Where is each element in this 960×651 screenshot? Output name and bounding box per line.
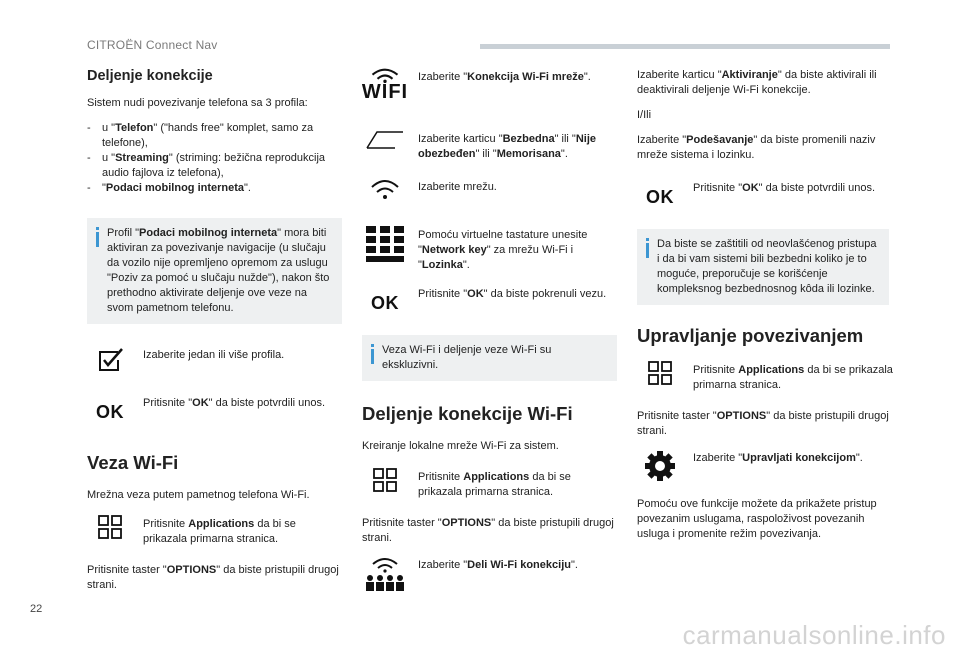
heading-connection-sharing: Deljenje konekcije [87,68,213,84]
options-text: Pritisnite taster "OPTIONS" da biste pristupili drugoj strani. [637,410,889,437]
ok-icon: OK [646,187,674,207]
ok-icon: OK [96,402,124,422]
column-2 [362,68,617,604]
page-number: 22 [30,603,43,615]
profile-list [87,121,342,196]
step-ok: OK Pritisnite "OK" da biste potvrdili unos. [87,394,342,430]
step-applications: Pritisnite Applications da bi se prikazala primarna stranica. [87,515,342,551]
step-select-network: Izaberite mrežu. [362,178,617,214]
step-ok: OK Pritisnite "OK" da biste potvrdili unos. [637,179,897,215]
info-note: Da biste se zaštitili od neovlašćenog pristupa i da bi vam sistemi bili bezbedni koliko je to moguće, preporučuje se korišćenje kompleksnog bezbednosnog kôda ili lozinke. [637,229,889,305]
heading-wifi: Veza Wi-Fi [87,452,179,473]
info-note: Profil "Podaci mobilnog interneta" mora biti aktiviran za povezivanje navigacije (u slučaju da vozilo nije opremljeno opremom za uslugu "Poziv za pomoć u slučaju nužde"), nakon što prethodno aktivirate deljenje ove veze na svom pametnom telefonu. [87,218,342,324]
checkbox-edit-icon [87,346,133,382]
watermark: carmanualsonline.info [682,620,946,650]
sharing-intro: Kreiranje lokalne mreže Wi-Fi za sistem. [362,440,559,452]
applications-grid-icon [362,468,408,504]
header-bar [480,44,890,49]
or-text: I/Ili [637,109,652,121]
header-title: CITROËN Connect Nav [87,38,218,52]
wifi-intro: Mrežna veza putem pametnog telefona Wi-Fi. [87,489,310,501]
options-text: Pritisnite taster "OPTIONS" da biste pristupili drugoj strani. [87,564,339,591]
step-wifi-network: WIFI Izaberite "Konekcija Wi-Fi mreže". [362,68,617,118]
tab-selection-icon [362,130,408,166]
settings-text: Izaberite "Podešavanje" da biste promenili naziv mreže sistema i lozinku. [637,134,876,161]
step-ok: OK Pritisnite "OK" da biste pokrenuli vezu. [362,285,617,321]
heading-wifi-sharing: Deljenje konekcije Wi-Fi [362,403,573,424]
info-icon [644,238,651,260]
keyboard-icon [362,226,408,262]
step-applications: Pritisnite Applications da bi se prikazala primarna stranica. [362,468,617,504]
share-wifi-users-icon [362,556,408,592]
ok-icon: OK [371,293,399,313]
gear-icon [637,449,683,485]
step-keyboard: Pomoću virtuelne tastature unesite "Network key" za mrežu Wi-Fi i "Lozinka". [362,226,617,273]
wifi-signal-icon [362,178,408,214]
activation-text: Izaberite karticu "Aktiviranje" da biste aktivirali ili deaktivirali deljenje Wi-Fi konekcije. [637,69,877,96]
applications-grid-icon [87,515,133,551]
step-manage-connection: Izaberite "Upravljati konekcijom". [637,449,897,485]
step-share-wifi: Izaberite "Deli Wi-Fi konekciju". [362,556,617,592]
info-note: Veza Wi-Fi i deljenje veze Wi-Fi su ekskluzivni. [362,335,617,381]
options-text: Pritisnite taster "OPTIONS" da biste pristupili drugoj strani. [362,517,614,544]
step-applications: Pritisnite Applications da bi se prikazala primarna stranica. [637,361,897,397]
column-1 [87,62,342,603]
list-item: - "Podaci mobilnog interneta". [87,181,342,196]
info-icon [369,344,376,366]
final-text: Pomoću ove funkcije možete da prikažete pristup povezanim uslugama, raspoloživost povezanih usluga i promenite režim povezivanja. [637,498,877,540]
wifi-icon: WIFI [362,68,408,104]
intro-text: Sistem nudi povezivanje telefona sa 3 profila: [87,97,308,109]
heading-connection-management: Upravljanje povezivanjem [637,325,864,346]
column-3 [637,68,897,552]
list-item: - u "Telefon" ("hands free" komplet, samo za telefone), [87,121,342,151]
step-select-profile: Izaberite jedan ili više profila. [87,346,342,382]
step-tabs: Izaberite karticu "Bezbedna" ili "Nije obezbeđen" ili "Memorisana". [362,130,617,166]
info-icon [94,227,101,249]
list-item: - u "Streaming" (striming: bežična reprodukcija audio fajlova iz telefona), [87,151,342,181]
applications-grid-icon [637,361,683,397]
